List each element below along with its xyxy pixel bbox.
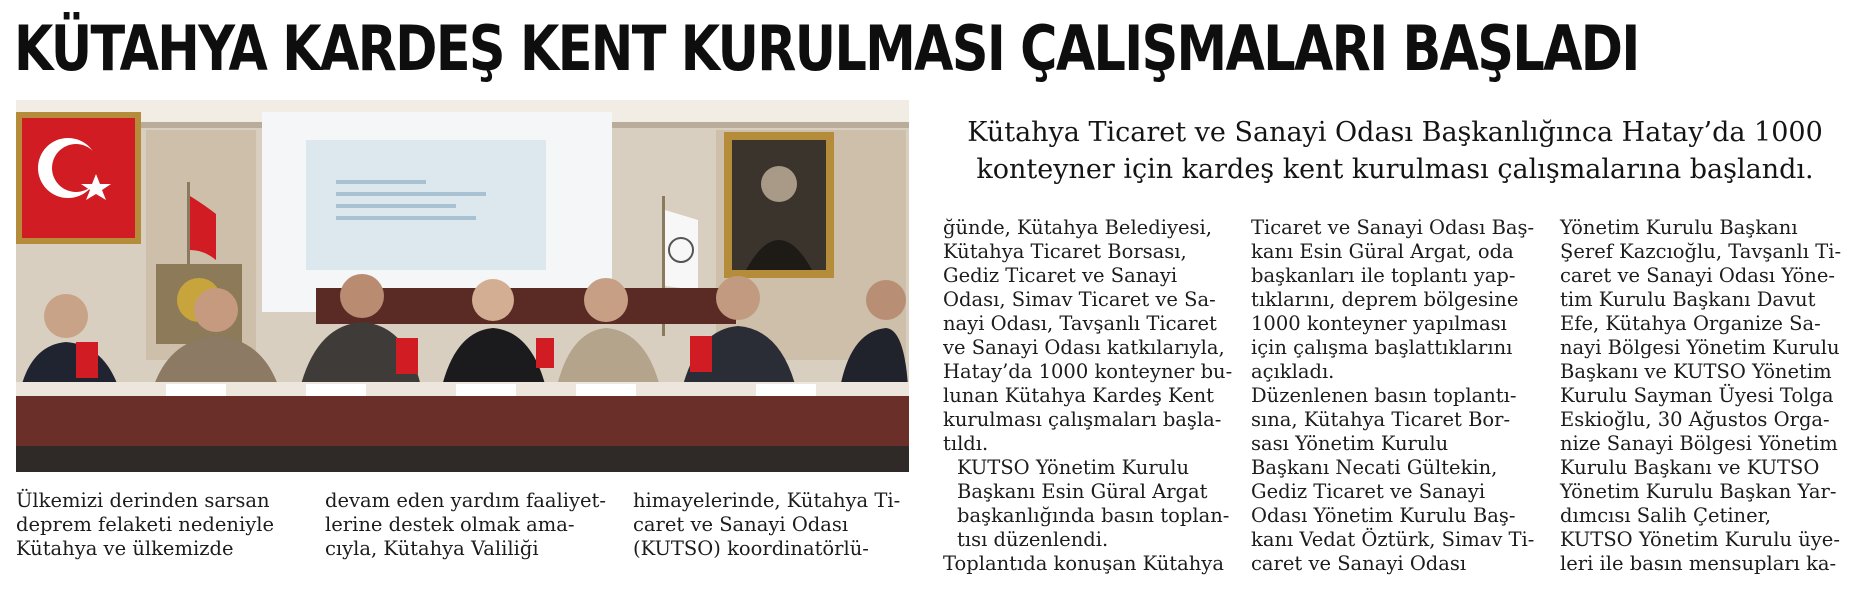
article-line: dımcısı Salih Çetiner, — [1560, 504, 1772, 527]
summary-line: Kütahya Ticaret ve Sanayi Odası Başkanlığınca Hatay’da 1000 — [967, 117, 1823, 148]
article-line: açıkladı. — [1251, 360, 1335, 383]
article-paragraph — [633, 489, 923, 561]
article-line: başkanlığında basın toplan- — [957, 504, 1230, 527]
article-line: için çalışma başlattıklarını — [1251, 336, 1513, 359]
article-line: Hatay’da 1000 konteyner bu- — [943, 360, 1233, 383]
article-line: ğünde, Kütahya Belediyesi, — [943, 216, 1212, 239]
press-conference-photo — [16, 100, 909, 472]
summary-lead — [950, 114, 1840, 188]
article-line: nayi Odası, Tavşanlı Ticaret — [943, 312, 1217, 335]
article-line: Odası Yönetim Kurulu Baş- — [1251, 504, 1516, 527]
article-paragraph — [16, 489, 276, 561]
article-paragraph — [1560, 216, 1850, 576]
article-line: devam eden yardım faaliyet- — [325, 489, 606, 512]
article-line: ve Sanayi Odası katkılarıyla, — [943, 336, 1225, 359]
article-column-1 — [16, 489, 276, 561]
article-line: Odası, Simav Ticaret ve Sa- — [943, 288, 1216, 311]
article-line: Kütahya Ticaret Borsası, — [943, 240, 1187, 263]
article-column-6 — [1560, 216, 1850, 576]
article-line: tıldı. — [943, 432, 989, 455]
article-line: Toplantıda konuşan Kütahya — [943, 552, 1224, 575]
article-line: Ülkemizi derinden sarsan — [16, 489, 270, 512]
article-line: tıklarını, deprem bölgesine — [1251, 288, 1519, 311]
article-column-4 — [943, 216, 1233, 576]
article-line: himayelerinde, Kütahya Ti- — [633, 489, 901, 512]
article-column-2 — [325, 489, 615, 561]
headline: KÜTAHYA KARDEŞ KENT KURULMASI ÇALIŞMALARI BAŞLADI — [14, 12, 1639, 85]
article-line: KUTSO Yönetim Kurulu üye- — [1560, 528, 1840, 551]
article-paragraph — [943, 552, 1233, 576]
article-line: sına, Kütahya Ticaret Bor- — [1251, 408, 1511, 431]
article-line: leri ile basın mensupları ka- — [1560, 552, 1837, 575]
article-paragraph — [1251, 384, 1541, 576]
article-line: tim Kurulu Başkanı Davut — [1560, 288, 1816, 311]
article-line: Kurulu Sayman Üyesi Tolga — [1560, 384, 1834, 407]
article-line: nize Sanayi Bölgesi Yönetim — [1560, 432, 1838, 455]
article-line: Yönetim Kurulu Başkan Yar- — [1560, 480, 1837, 503]
article-line: caret ve Sanayi Odası — [1251, 552, 1467, 575]
article-paragraph — [943, 216, 1233, 456]
article-line: deprem felaketi nedeniyle — [16, 513, 275, 536]
article-line: cıyla, Kütahya Valiliği — [325, 537, 539, 560]
article-line: kanı Esin Güral Argat, oda — [1251, 240, 1514, 263]
article-line: tısı düzenlendi. — [957, 528, 1109, 551]
article-line: Şeref Kazcıoğlu, Tavşanlı Ti- — [1560, 240, 1842, 263]
article-line: Gediz Ticaret ve Sanayi — [1251, 480, 1486, 503]
article-paragraph — [325, 489, 615, 561]
article-line: caret ve Sanayi Odası Yöne- — [1560, 264, 1835, 287]
article-line: lerine destek olmak ama- — [325, 513, 575, 536]
article-column-3 — [633, 489, 923, 561]
summary-line: konteyner için kardeş kent kurulması çalışmalarına başlandı. — [976, 154, 1814, 185]
article-line: sası Yönetim Kurulu — [1251, 432, 1449, 455]
article-line: 1000 konteyner yapılması — [1251, 312, 1507, 335]
article-line: caret ve Sanayi Odası — [633, 513, 849, 536]
article-line: kurulması çalışmaları başla- — [943, 408, 1222, 431]
article-line: kanı Vedat Öztürk, Simav Ti- — [1251, 528, 1535, 551]
article-line: (KUTSO) koordinatörlü- — [633, 537, 869, 560]
article-line: Gediz Ticaret ve Sanayi — [943, 264, 1178, 287]
article-line: Efe, Kütahya Organize Sa- — [1560, 312, 1821, 335]
article-line: Düzenlenen basın toplantı- — [1251, 384, 1517, 407]
article-line: Kurulu Başkanı ve KUTSO — [1560, 456, 1820, 479]
article-line: Başkanı Esin Güral Argat — [957, 480, 1208, 503]
article-line: Başkanı ve KUTSO Yönetim — [1560, 360, 1832, 383]
article-line: nayi Bölgesi Yönetim Kurulu — [1560, 336, 1840, 359]
article-line: KUTSO Yönetim Kurulu — [957, 456, 1190, 479]
article-line: Başkanı Necati Gültekin, — [1251, 456, 1498, 479]
article-line: lunan Kütahya Kardeş Kent — [943, 384, 1215, 407]
article-line: Kütahya ve ülkemizde — [16, 537, 234, 560]
article-line: Ticaret ve Sanayi Odası Baş- — [1251, 216, 1535, 239]
article-line: Eskioğlu, 30 Ağustos Orga- — [1560, 408, 1830, 431]
article-line: Yönetim Kurulu Başkanı — [1560, 216, 1798, 239]
article-paragraph — [943, 456, 1233, 552]
article-line: başkanları ile toplantı yap- — [1251, 264, 1516, 287]
article-paragraph — [1251, 216, 1541, 384]
article-column-5 — [1251, 216, 1541, 576]
